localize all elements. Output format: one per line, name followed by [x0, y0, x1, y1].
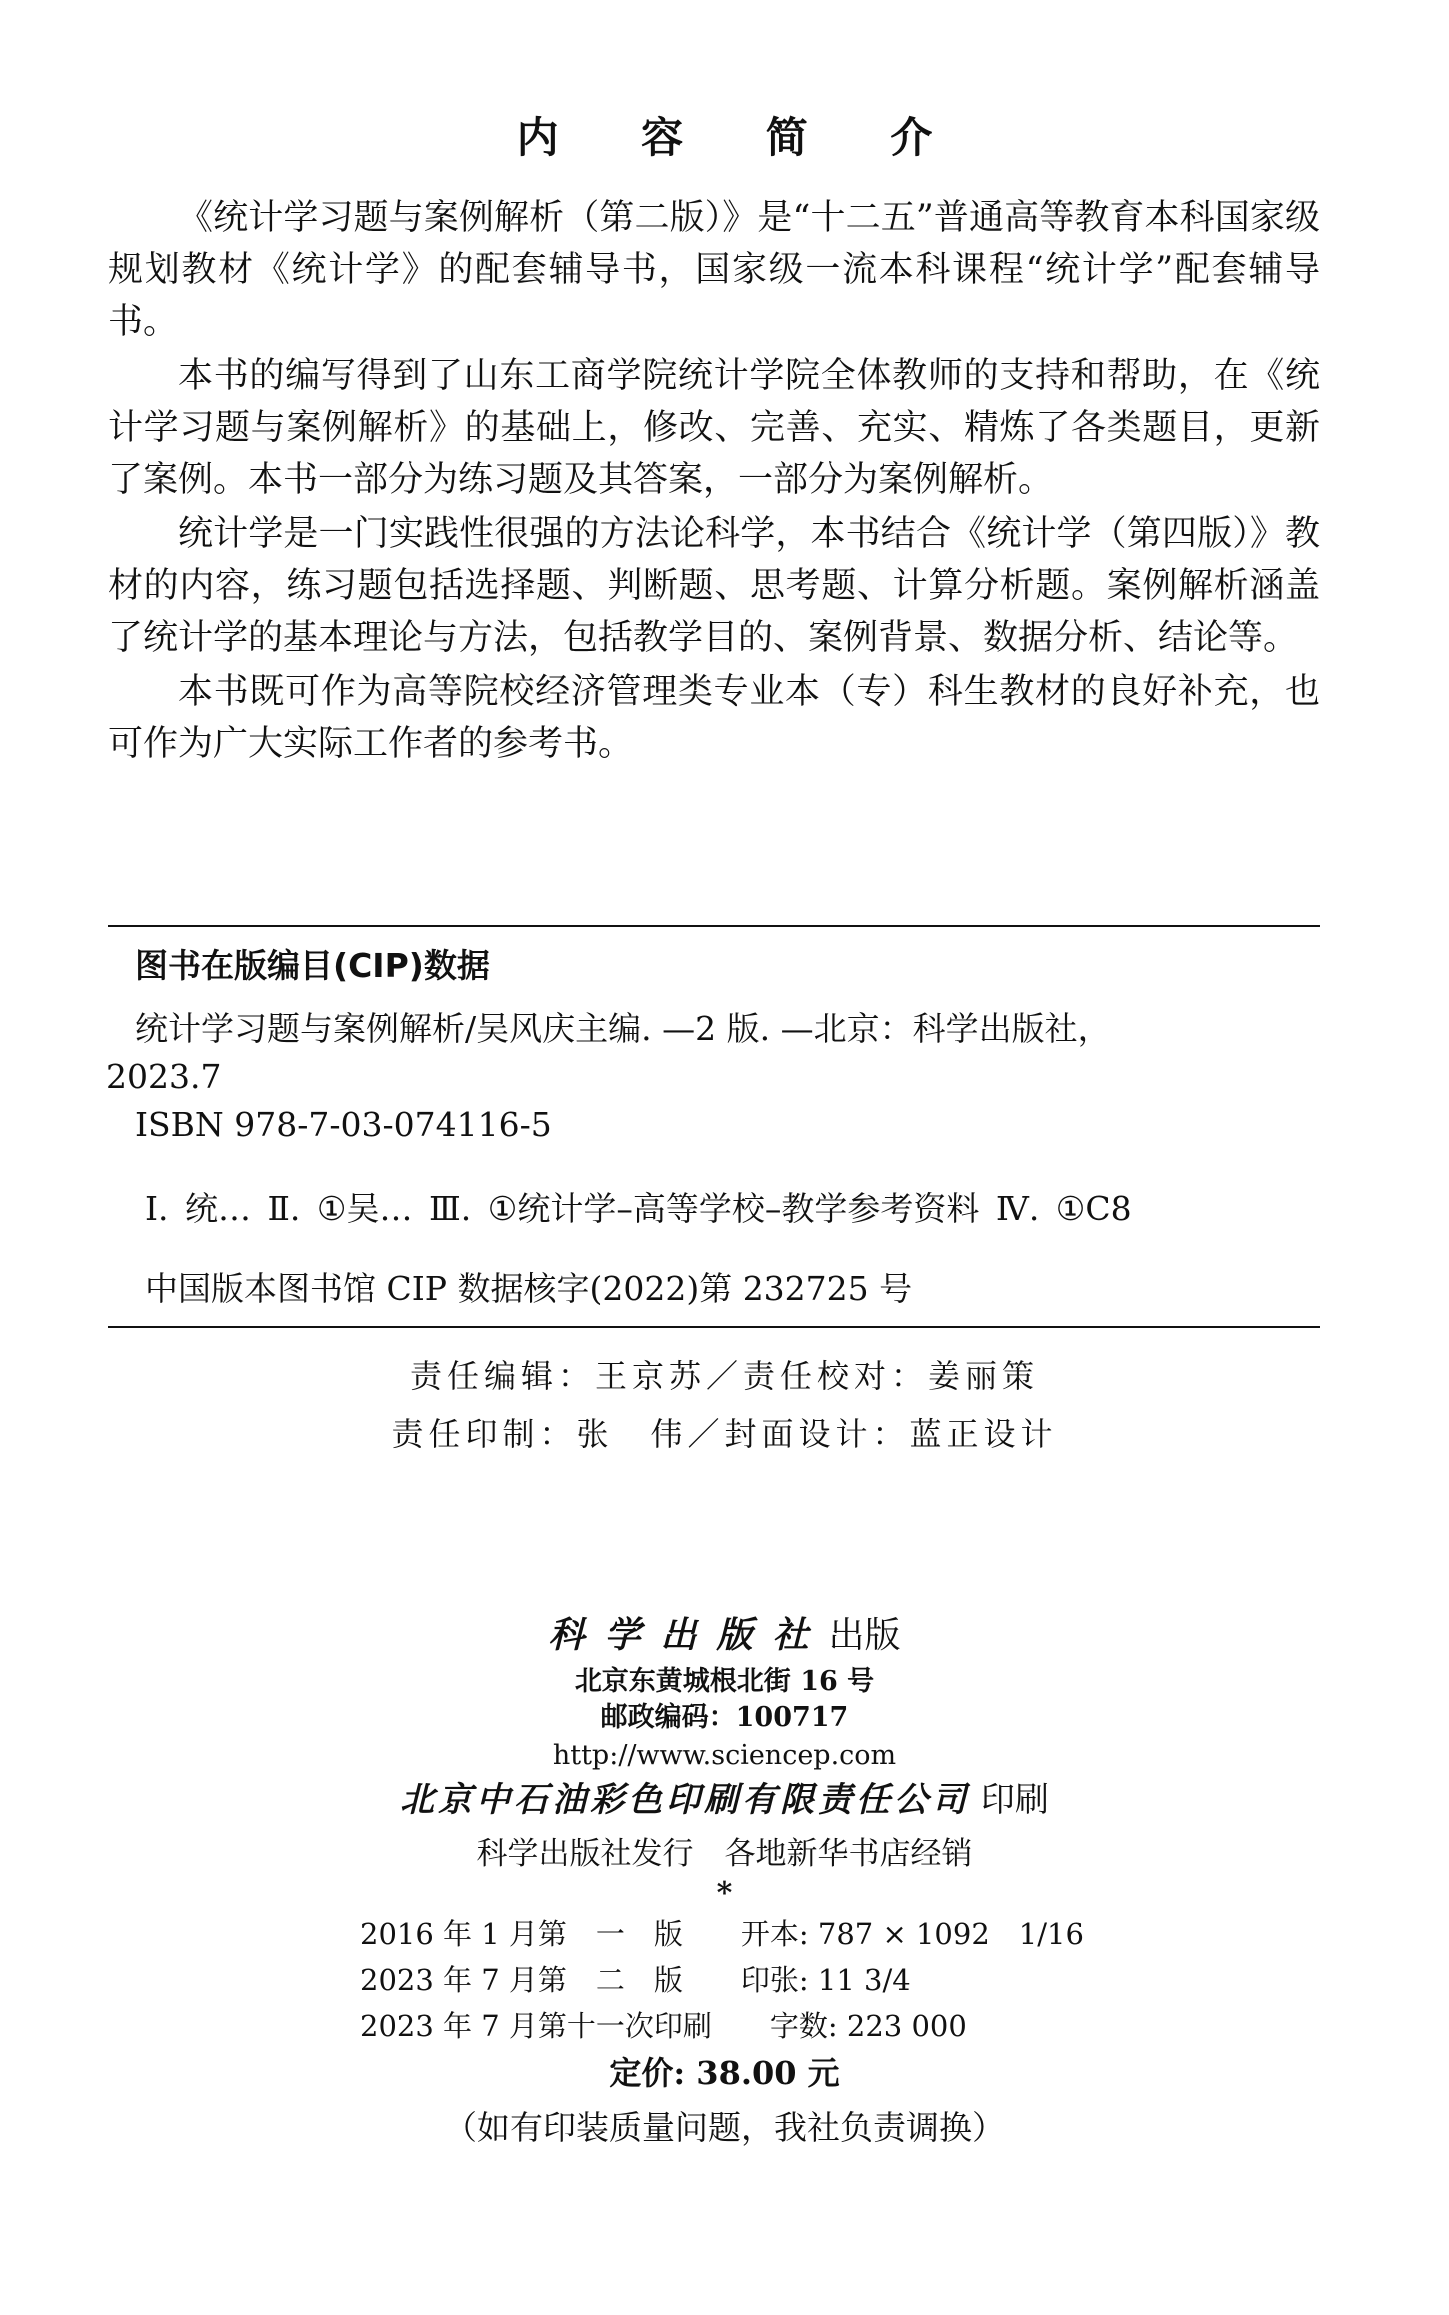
cip-isbn: ISBN 978-7-03-074116-5 [135, 1105, 552, 1144]
summary-block [108, 192, 1320, 770]
publisher-line [0, 1610, 1449, 1661]
cip-top-rule [108, 925, 1320, 927]
publisher-postcode: 邮政编码：100717 [600, 1702, 849, 1733]
publisher-name: 科学出版社 [548, 1614, 829, 1656]
cip-approval-number: 中国版本图书馆 CIP 数据核字(2022)第 232725 号 [145, 1269, 913, 1308]
cip-record-line-1: 统计学习题与案例解析/吴风庆主编. —2 版. —北京：科学出版社， [135, 1009, 1111, 1048]
summary-paragraph-1: 《统计学习题与案例解析（第二版）》是“十二五”普通高等教育本科国家级规划教材《统计学》的配套辅导书，国家级一流本科课程“统计学”配套辅导书。 [108, 198, 1320, 342]
printer-line [0, 1776, 1449, 1824]
publisher-address: 北京东黄城根北街 16 号 [574, 1666, 875, 1697]
summary-paragraph-4: 本书既可作为高等院校经济管理类专业本（专）科生教材的良好补充，也可作为广大实际工作者的参考书。 [108, 672, 1320, 764]
publisher-suffix: 出版 [828, 1615, 901, 1656]
edition-row-2: 2023 年 7 月第 二 版 印张: 11 3/4 [360, 1963, 911, 1997]
staff-line-editors: 责任编辑：王京苏／责任校对：姜丽策 [409, 1357, 1039, 1395]
distribution-line: 科学出版社发行 各地新华书店经销 [476, 1836, 973, 1872]
price: 定价: 38.00 元 [609, 2054, 840, 2092]
printer-name: 北京中石油彩色印刷有限责任公司 [400, 1780, 971, 1820]
edition-row-3: 2023 年 7 月第十一次印刷 字数: 223 000 [360, 2009, 967, 2043]
cip-bottom-rule [108, 1326, 1320, 1328]
cip-record-line-2: 2023.7 [106, 1057, 222, 1096]
summary-paragraph-2: 本书的编写得到了山东工商学院统计学院全体教师的支持和帮助，在《统计学习题与案例解析》的基础上，修改、完善、充实、精炼了各类题目，更新了案例。本书一部分为练习题及其答案，一部分为案例解析。 [108, 356, 1320, 500]
cip-classification: Ⅰ. 统… Ⅱ. ①吴… Ⅲ. ①统计学–高等学校–教学参考资料 Ⅳ. ①C8 [145, 1189, 1132, 1228]
printer-suffix: 印刷 [980, 1780, 1049, 1820]
edition-row-1: 2016 年 1 月第 一 版 开本: 787 × 1092 1/16 [360, 1917, 1084, 1951]
summary-paragraph-3: 统计学是一门实践性很强的方法论科学，本书结合《统计学（第四版）》教材的内容，练习题包括选择题、判断题、思考题、计算分析题。案例解析涵盖了统计学的基本理论与方法，包括教学目的、案例背景、数据分析、结论等。 [108, 514, 1320, 658]
staff-line-print-cover: 责任印制：张 伟／封面设计：蓝正设计 [391, 1415, 1058, 1453]
publisher-website: http://www.sciencep.com [552, 1740, 897, 1771]
cip-heading: 图书在版编目(CIP)数据 [135, 946, 490, 985]
separator-asterisk: * [716, 1876, 733, 1911]
section-title: 内 容 简 介 [516, 113, 967, 162]
quality-notice: （如有印装质量问题，我社负责调换） [444, 2108, 1005, 2147]
